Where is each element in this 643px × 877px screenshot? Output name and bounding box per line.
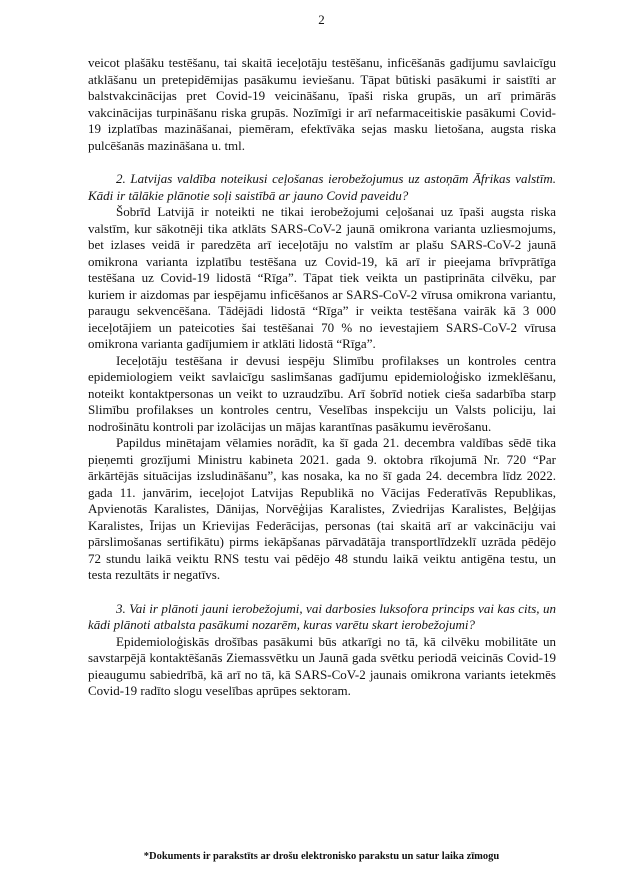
body-paragraph: Papildus minētajam vēlamies norādīt, ka šī gada 21. decembra valdības sēdē tika pieņemti grozījumi Ministru kabineta 2021. gada 9. oktobra rīkojumā Nr. 720 “Par ārkārtējās situācijas izsludināšanu”, kas nosaka, ka no šī gada 24. decembra līdz 2022. gada 11. janvārim, ieceļojot Latvijas Republikā no Vācijas Federatīvās Republikas, Apvienotās Karalistes, Dānijas, Norvēģijas Karalistes, Zviedrijas Karalistes, Beļģijas Karalistes, Īrijas un Krievijas Federācijas, personas (tai skaitā arī ar vakcināciju vai pārslimošanas sertifikātu) pirms iekāpšanas pārvadātāja transportlīdzeklī uzrāda pēdējo 72 stundu laikā veiktu RNS testu vai pēdējo 48 stundu laikā veiktu antigēna testu, un testa rezultāts ir negatīvs. <box>88 435 556 582</box>
body-paragraph: Šobrīd Latvijā ir noteikti ne tikai ierobežojumi ceļošanai uz īpaši augsta riska valstīm, kur sākotnēji tika atklāts SARS-CoV-2 jaunā omikrona varianta uzliesmojums, bet izlases veidā ir paredzēta arī ieceļotāju no valstīm ar plašu SARS-CoV-2 jaunā omikrona varianta izplatību testēšana uz Covid-19, kā arī ir pieejama brīvprātīga testēšana uz Covid-19 lidostā “Rīga”. Tāpat tiek veikta un pastiprināta cilvēku, par kuriem ir aizdomas par iespējamu inficēšanos ar SARS-CoV-2 vīrusa omikrona variantu, paraugu sekvencēšana. Tādējādi lidostā “Rīga” ir veikta testēšana vairāk kā 3 000 ieceļotājiem un pateicoties šai testēšanai 70 % no ievestajiem SARS-CoV-2 vīrusa omikrona varianta gadījumiem ir atklāti lidostā “Rīga”. <box>88 204 556 351</box>
question-heading: 2. Latvijas valdība noteikusi ceļošanas ierobežojumus uz astoņām Āfrikas valstīm. Kādi ir tālākie plānotie soļi saistībā ar jauno Covid paveidu? <box>88 171 556 203</box>
body-paragraph: Epidemioloģiskās drošības pasākumi būs atkarīgi no tā, kā cilvēku mobilitāte un savstarpējā kontaktēšanās Ziemassvētku un Jaunā gada svētku periodā veicinās Covid-19 pieaugumu sabiedrībā, kā arī no tā, kā SARS-CoV-2 jaunais omikrona variants ietekmēs Covid-19 radīto slogu veselības aprūpes sektoram. <box>88 633 556 698</box>
question-heading: 3. Vai ir plānoti jauni ierobežojumi, vai darbosies luksofora princips vai kas cits, un kādi plānoti atbalsta pasākumi nozarēm, kuras varētu skart ierobežojumi? <box>88 600 556 632</box>
body-paragraph: veicot plašāku testēšanu, tai skaitā ieceļotāju testēšanu, inficēšanās gadījumu savlaicīgu atklāšanu un pretepidēmijas pasākumu ieviešanu. Tāpat būtiski pasākumi ir saistīti ar balstvakcinācijas pret Covid-19 veicināšanu, īpaši riska grupās, un arī primārās vakcinācijas turpināšanu riska grupās. Nozīmīgi ir arī nefarmaceitiskie pasākumi Covid-19 izplatības mazināšanai, piemēram, efektīvāka sejas masku lietošana, augsta riska pulcēšanās mazināšana u. tml. <box>88 55 556 153</box>
body-paragraph: Ieceļotāju testēšana ir devusi iespēju Slimību profilakses un kontroles centra epidemiologiem veikt savlaicīgu saslimšanas gadījumu epidemioloģisko izmeklēšanu, noteikt kontaktpersonas un veikt to uzraudzību. Arī šobrīd notiek cieša sadarbība starp Slimību profilakses un kontroles centru, Veselības inspekciju un Valsts policiju, lai nodrošinātu kontroli par izolācijas un mājas karantīnas pasākumu ievērošanu. <box>88 352 556 434</box>
page-number: 2 <box>318 12 325 27</box>
footer-note: *Dokuments ir parakstīts ar drošu elektronisko parakstu un satur laika zīmogu <box>143 851 500 862</box>
document-body <box>88 55 556 700</box>
